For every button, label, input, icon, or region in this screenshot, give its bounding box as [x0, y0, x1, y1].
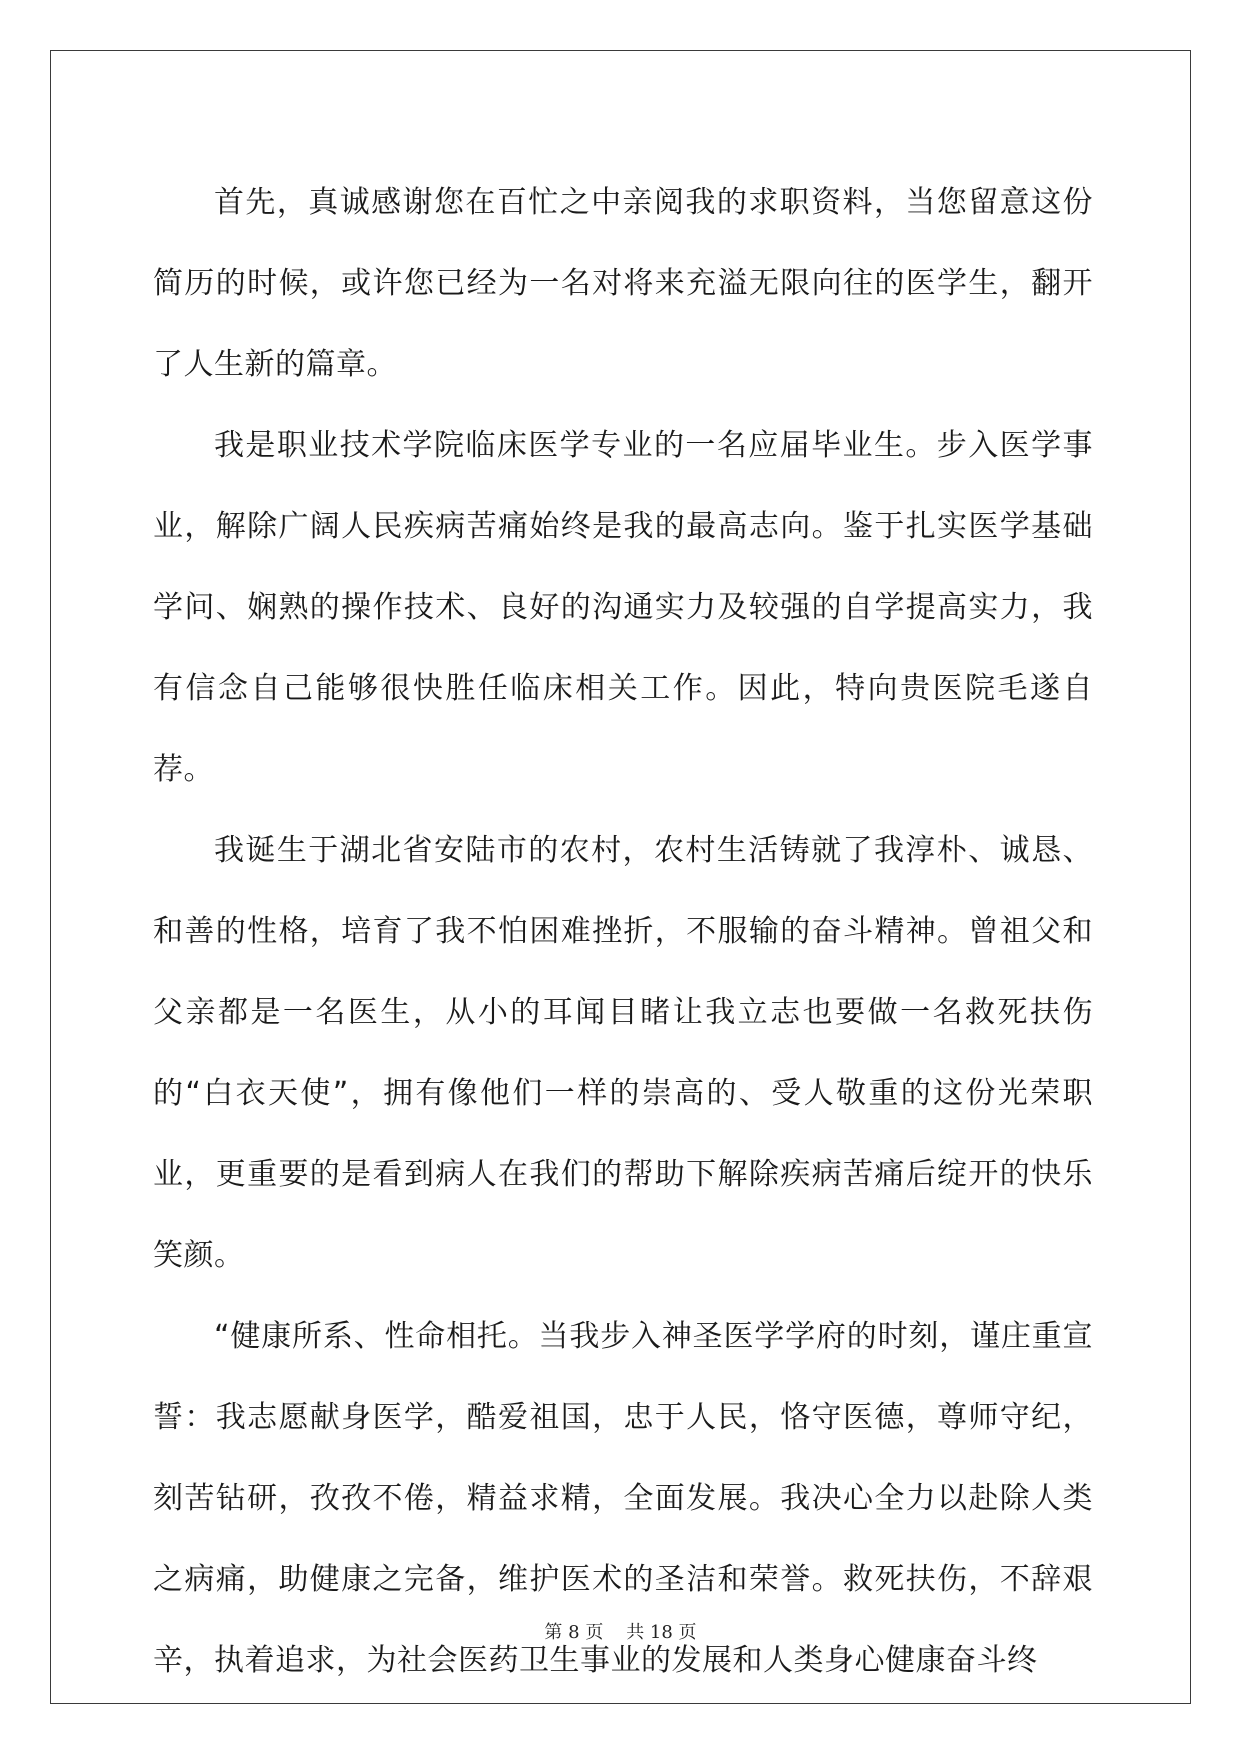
paragraph: 我诞生于湖北省安陆市的农村，农村生活铸就了我淳朴、诚恳、和善的性格，培育了我不怕困难挫折，不服输的奋斗精神。曾祖父和父亲都是一名医生，从小的耳闻目睹让我立志也要做一名救死扶伤的“白衣天使”，拥有像他们一样的崇高的、受人敬重的这份光荣职业，更重要的是看到病人在我们的帮助下解除疾病苦痛后绽开的快乐笑颜。: [153, 833, 1093, 1273]
paragraph: “健康所系、性命相托。当我步入神圣医学学府的时刻，谨庄重宣誓：我志愿献身医学，酷爱祖国，忠于人民，恪守医德，尊师守纪，刻苦钻研，孜孜不倦，精益求精，全面发展。我决心全力以赴除人类之病痛，助健康之完备，维护医术的圣洁和荣誉。救死扶伤，不辞艰辛，执着追求，为社会医药卫生事业的发展和人类身心健康奋斗终: [153, 1319, 1093, 1678]
page-number: 第 8 页 共 18 页: [544, 1622, 697, 1643]
paragraph: 我是职业技术学院临床医学专业的一名应届毕业生。步入医学事业，解除广阔人民疾病苦痛始终是我的最高志向。鉴于扎实医学基础学问、娴熟的操作技术、良好的沟通实力及较强的自学提高实力，我有信念自己能够很快胜任临床相关工作。因此，特向贵医院毛遂自荐。: [153, 428, 1093, 787]
document-body: [153, 162, 1093, 1701]
paragraph: 首先，真诚感谢您在百忙之中亲阅我的求职资料，当您留意这份简历的时候，或许您已经为一名对将来充溢无限向往的医学生，翻开了人生新的篇章。: [153, 185, 1093, 382]
page-footer: [0, 1618, 1241, 1644]
